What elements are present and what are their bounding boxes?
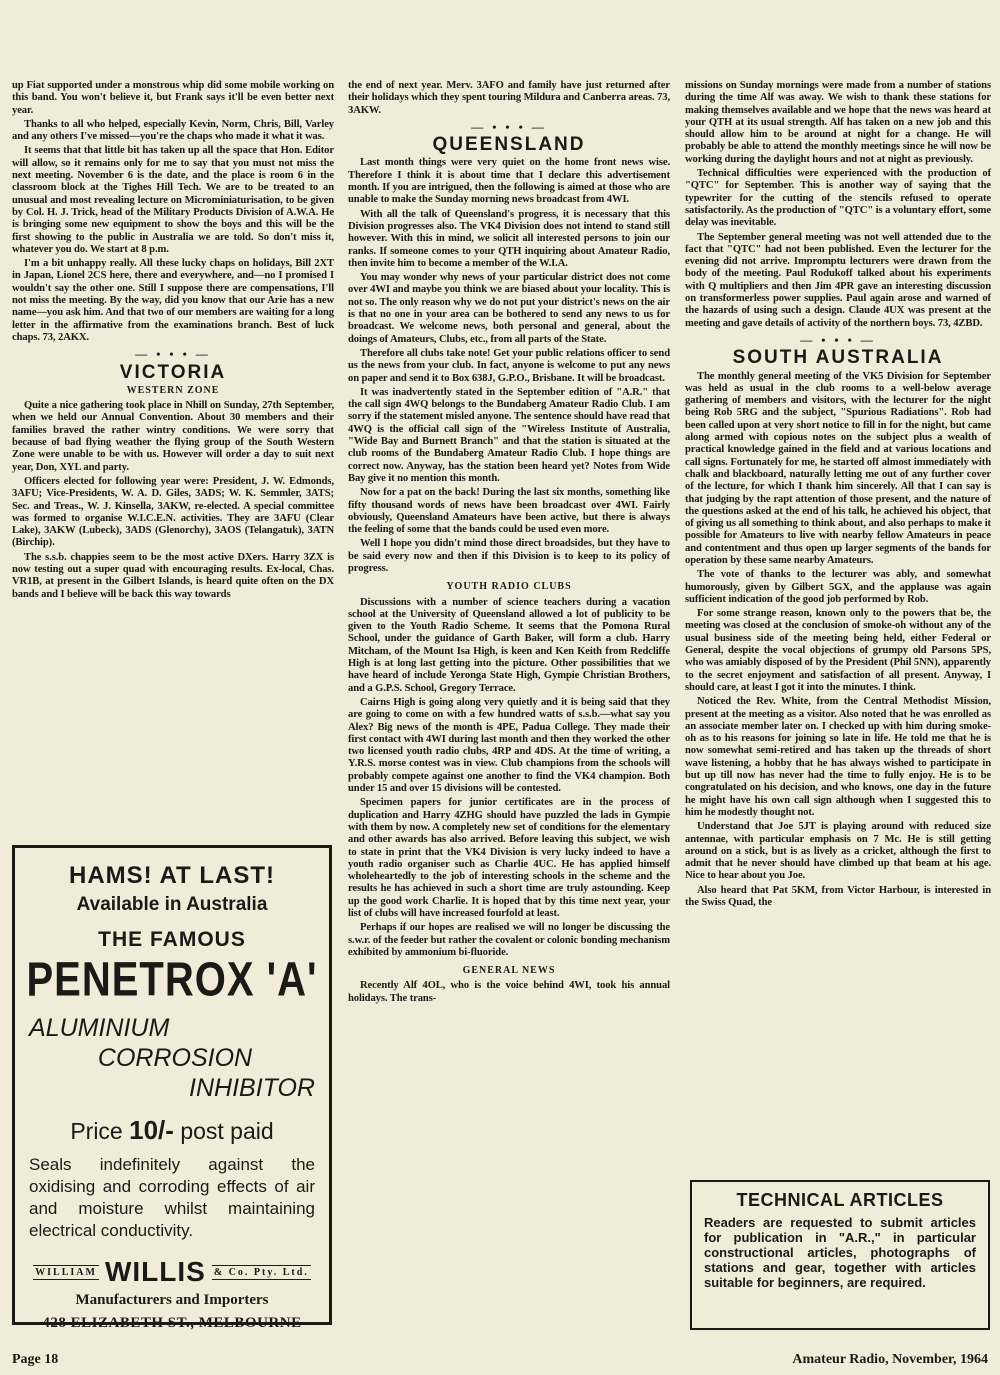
section-divider: — • • • —: [471, 119, 547, 134]
paragraph: Therefore all clubs take note! Get your public relations officer to send us the news from your club. In fact, anyone is welcome to put any news on paper and send it to Box 638J, G.P.O., Brisbane. It will be broadcast.: [348, 347, 670, 384]
section-title-victoria: VICTORIA: [119, 361, 227, 383]
penetrox-advertisement: [12, 845, 332, 1331]
ad-product-name: PENETROX 'A': [26, 953, 318, 1007]
section-title-queensland: QUEENSLAND: [432, 134, 586, 156]
technical-articles-box: [690, 1180, 990, 1330]
ad-famous: THE FAMOUS: [98, 928, 246, 951]
paragraph: Officers elected for following year were: President, J. W. Edmonds, 3AFU; Vice-Presidents, W. A. D. Giles, 3ADS; W. K. Semmler, 3ATS; Sec. and Treas., W. J. Kinsella, 3AKW, re-elected. A special committee was formed to organise W.I.C.E.N. activities. They are 3AFU (Clear Lake), 3AKW (Lubeck), 3ADS (Glenorchy), 3AOS (Telangatuk), 3ATN (Birchip).: [12, 475, 334, 549]
paragraph: For some strange reason, known only to the powers that be, the meeting was closed at the conclusion of smoke-oh without any of the usual business side of the meeting being held, either Federal or General, despite the vocal objections of grumpy old Parsons 5PS, who was amiably disposed of by the President (Phil 5NN), apparently to the secret enjoyment and satisfaction of all present. Anyway, I should care, at least I got it into the minutes. I think.: [685, 608, 991, 693]
ad-price-suffix: post paid: [180, 1118, 274, 1144]
column-2: [348, 80, 670, 1007]
paragraph: The s.s.b. chappies seem to be the most active DXers. Harry 3ZX is now testing out a super quad with encouraging results. Ex-local, Chas. VR1B, at present in the Gilbert Islands, is heard quite often on the DX bands and I believe will be back this way towards: [12, 551, 334, 600]
paragraph: Well I hope you didn't mind those direct broadsides, but they have to be said every now and then if this Division is to keep to its policy of progress.: [348, 538, 670, 574]
column-3: [685, 80, 991, 911]
ad-product-description: [23, 1013, 321, 1103]
paragraph: Technical difficulties were experienced with the production of "QTC" for September. This is another way of saying that the typewriter for the cutting of the stencils refused to operate satisfactorily. As the production of "QTC" is a voluntary effort, some delay was inevitable.: [685, 168, 991, 229]
paragraph: Discussions with a number of science teachers during a vacation school at the University of Queensland allowed a lot of publicity to be given to the Youth Radio Scheme. It seems that the Pomona Rural School, under the guidance of Garth Baker, will form a club. Harry Mitcham, of the Mount Isa High, is keen and Ken Keith from Redcliffe High is at long last getting into the picture. Other possibilities that we have heard of include Yeronga State High, Gympie Christian Brothers, and a G.P.S. School, Gregory Terrace.: [348, 596, 670, 694]
section-title-south-australia: SOUTH AUSTRALIA: [732, 347, 944, 369]
paragraph: With all the talk of Queensland's progress, it is necessary that this Division progresses also. The VK4 Division does not intend to stand still however. With this in mind, we solicit all interested persons to join our ranks. If someone comes to your QTH inquiring about Amateur Radio, then invite him to become a member of the W.I.A.: [348, 208, 670, 269]
ad-company-logo: [23, 1256, 321, 1288]
technical-articles-title: TECHNICAL ARTICLES: [736, 1190, 944, 1210]
paragraph: It was inadvertently stated in the September edition of "A.R." that the call sign 4WQ belongs to the Bundaberg Amateur Radio Club. I am sorry if the statement misled anyone. The sentence should have read that 4WQ is the official call sign of the "Wireless Institute of Australia, "Wide Bay and Burnett Branch" and that the station is situated at the club rooms of the Bundaberg Amateur Radio Club. I hope things are correct now. Anyway, has the station been heard yet? Notes from Wide Bay give it no mention this month.: [348, 386, 670, 484]
paragraph: Now for a pat on the back! During the last six months, something like fifty thousand words of news have been broadcast over 4WI. Fairly obviously, Queensland Amateurs have been active, but there is always the feeling of some that the bands could be used even more.: [348, 487, 670, 536]
paragraph: Thanks to all who helped, especially Kevin, Norm, Chris, Bill, Varley and any others I've missed—you're the chaps who made it what it was.: [12, 118, 334, 143]
paragraph: Also heard that Pat 5KM, from Victor Harbour, is interested in the Swiss Quad, the: [685, 884, 991, 908]
ad-line-corrosion: CORROSION: [97, 1044, 253, 1072]
paragraph: Understand that Joe 5JT is playing around with reduced size antennae, with particular emphasis on 7 Mc. He is still getting around on a stick, but is as lively as a cricket, although the first to admit that he never should have climbed up that beam at his age. Nice to hear about you Joe.: [685, 821, 991, 882]
paragraph: The vote of thanks to the lecturer was ably, and somewhat humorously, given by Gilbert 5GX, and the applause was again sufficient indication of the good job performed by Rob.: [685, 569, 991, 605]
ad-subheadline: Available in Australia: [76, 894, 268, 915]
paragraph: The monthly general meeting of the VK5 Division for September was held as usual in the club rooms to a well-below average gathering of members and visitors, with the lecturer for the night being Rob 5RG and the subject, "Spurious Radiations". Rob had been called upon at very short notice to fill in for the night, but came along armed with copious notes on the subject plus a wealth of practical knowledge gained in the field and at various locations and call signs. Fortunately for me, he started off almost immediately with chalk and blackboard, naturally letting me out of any further cover of the lecture, for which I thank him sincerely. All that I can say is that judging by the rapt attention of those present, and the nature of the questions asked at the end of his talk, he achieved his object, that of giving us all something to think about, and also perhaps to make it possible for Amateurs to live with nearby fellow Amateurs in peace and contentment and thus open up larger segments of the bands for operation by these same nearby Amateurs.: [685, 370, 991, 566]
ad-price: [23, 1115, 321, 1146]
subsection-title-western-zone: WESTERN ZONE: [126, 384, 220, 396]
technical-articles-body: Readers are requested to submit articles for publication in "A.R.," in particular constructional articles, photographs of stations and gear, together with articles suitable for beginners, are required.: [704, 1215, 976, 1290]
ad-line-aluminium: ALUMINIUM: [29, 1014, 170, 1042]
section-divider: — • • • —: [800, 332, 876, 347]
ad-price-label: Price: [70, 1118, 123, 1144]
paragraph: Last month things were very quiet on the home front news wise. Therefore I think it is about time that I declare this advertisement month. If you are intrigued, then the following is aimed at those who are unable to make the Sunday morning news broadcast from 4WI.: [348, 157, 670, 206]
publication-footer: Amateur Radio, November, 1964: [792, 1352, 988, 1367]
ad-manufacturers: Manufacturers and Importers: [75, 1292, 269, 1308]
paragraph: Perhaps if our hopes are realised we will no longer be discussing the s.w.r. of the feeder but rather the covalent or colonic bonding mechanism exhibited by ammonium bi-fluoride.: [348, 922, 670, 958]
page-number: Page 18: [12, 1352, 59, 1367]
paragraph: missions on Sunday mornings were made from a number of stations during the time Alf was away. We wish to thank these stations for making themselves available and we hope that the news was heard at your QTH at its usual strength. Alf has taken on a new job and this should allow him to be around at night for a change. He will probably be able to attend the monthly meetings since he will now be working during the daylight hours and not at night as previously.: [685, 80, 991, 165]
ad-description: Seals indefinitely against the oxidising and corroding effects of air and moisture whilst maintaining electrical conductivity.: [29, 1155, 315, 1240]
ad-company-name: WILLIS: [104, 1256, 206, 1287]
paragraph: The September general meeting was not well attended due to the fact that "QTC" had not been published. Even the lecturer for the evening did not arrive. Impromptu lecturers were drawn from the body of the meeting. Paul Rodukoff talked about his experiments with Q multipliers and then Jim 4PR gave an interesting discussion on transformerless power supplies. Paul again arose and warned of the hazards of using such a design. Claude 4UX was present at the meeting and gave details of activity of the northern boys. 73, 4ZBD.: [685, 231, 991, 329]
ad-headline: HAMS! AT LAST!: [69, 862, 275, 889]
ad-price-value: 10/-: [129, 1115, 174, 1145]
ad-address: 428 ELIZABETH ST., MELBOURNE: [42, 1315, 302, 1331]
ad-line-inhibitor: INHIBITOR: [189, 1074, 315, 1102]
ad-company-suffix: & Co. Pty. Ltd.: [213, 1266, 309, 1278]
paragraph: the end of next year. Merv. 3AFO and family have just returned after their holidays which they spent touring Mildura and Canberra areas. 73, 3AKW.: [348, 80, 670, 116]
paragraph: Recently Alf 4OL, who is the voice behind 4WI, took his annual holidays. The trans-: [348, 980, 670, 1004]
paragraph: Cairns High is going along very quietly and it is being said that they are going to come on with a few hundred watts of s.s.b.—what say you Alex? Big news of the month is 4PE, Padua College. They made their first contact with 4WI during last month and then they worked the other two licensed youth radio clubs, 4RP and 4DS. At the time of writing, a Y.R.S. morse contest was in view. Club champions from the schools will probably compete against one another to find the VK4 champion. Both under 15 and over 15 divisions will be contested.: [348, 696, 670, 795]
subsection-title-general-news: GENERAL NEWS: [462, 965, 556, 977]
ad-company-first: WILLIAM: [35, 1266, 97, 1278]
paragraph: It seems that that little bit has taken up all the space that Hon. Editor will allow, so it remains only for me to say that you must not miss the next meeting. November 6 is the date, and the place is room 6 in the classroom block at the Tighes Hill Tech. We are to be treated to an unusual and most revealing lecture on Microminiaturisation, to be given by Col. H. J. Trick, head of the Military Products Division of A.W.A. He is bringing some new equipment to show the boys and this will be the first showing to the public in Australia we are told. So don't miss it, whatever you do. We start at 8 p.m.: [12, 145, 334, 255]
paragraph: You may wonder why news of your particular district does not come over 4WI and maybe you think we are biased about your locality. This is not so. The only reason why we do not put your district's news on the air is that no one in your area can be bothered to send any news to us for broadcast. We welcome news, both personal and general, about the doings of Amateurs, Clubs, etc., from all parts of the State.: [348, 272, 670, 345]
paragraph: Quite a nice gathering took place in Nhill on Sunday, 27th September, when we held our Annual Convention. About 30 members and their families braved the rather wintry conditions. We were sorry that because of bad flying weather the flying group of the South Western Zone were unable to be with us. However will order a day to suit next year, Don, XYL and party.: [12, 400, 334, 473]
paragraph: Noticed the Rev. White, from the Central Methodist Mission, present at the meeting as a visitor. Also noted that he was enrolled as an associate member later on. I checked up with him during smoke-oh as to his reasons for joining so late in life. He told me that he is now somewhat semi-retired and has taken up the threads of short wave listening, a hobby that he has always wished to participate in but up till now has never had the time to fully enjoy. He is to be congratulated on his decision, and who knows, one day in the future he might have his own call sign although when I suggested this to him he modestly thought not.: [685, 696, 991, 818]
paragraph: I'm a bit unhappy really. All these lucky chaps on holidays, Bill 2XT in Japan, Lionel 2CS here, there and everywhere, and—no I promised I wouldn't say the other one. Still I suppose there are compensations, I'll not miss the meeting. By the way, did you know that our Arie has a new name—you ask him. And that two of our members are waiting for a long letter in the affirmative from the examinations branch. Best of luck chaps. 73, 2AKX.: [12, 258, 334, 343]
column-1: [12, 80, 334, 603]
paragraph: Specimen papers for junior certificates are in the process of duplication and Harry 4ZHG should have puzzled the lads in Gympie with them by now. A completely new set of conditions for the elementary and other awards has also arrived. Before leaving this subject, we wish to state in print that the VK4 Division is very lucky indeed to have a youth radio organiser such as Charlie 4UC. He has applied himself wholeheartedly to the job of interesting schools in the scheme and the results he has achieved in such a short time are truly astounding. Keep up the good work Charlie. It is hoped that by this time next year, your list of clubs will have increased fourfold at least.: [348, 797, 670, 919]
section-divider: — • • • —: [135, 347, 211, 362]
subsection-title-youth-radio-clubs: YOUTH RADIO CLUBS: [446, 581, 572, 593]
paragraph: up Fiat supported under a monstrous whip did some mobile working on this band. You won't believe it, but Frank says it'll be even better next year.: [12, 80, 334, 116]
